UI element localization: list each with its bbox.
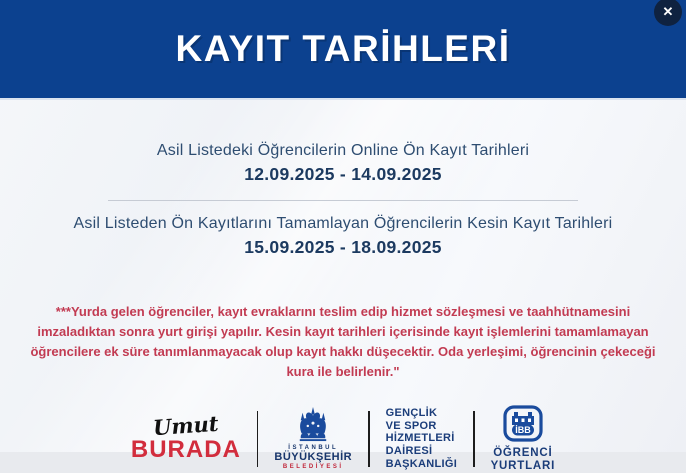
page-title: KAYIT TARİHLERİ [175,28,511,69]
genclik-line: HİZMETLERİ [385,432,455,445]
logo-ogrenci-yurtlari [491,405,556,473]
logo-umut-burada [130,411,241,464]
modal-header [0,0,686,100]
genclik-line: DAİRESİ [385,445,433,458]
ibb-tulip-emblem-icon [296,407,330,443]
ogrenci-text: ÖĞRENCİ [493,446,553,459]
umut-script-text: Umut [152,411,220,441]
footer-divider [368,411,370,467]
section-label: Asil Listedeki Öğrencilerin Online Ön Kayıt Tarihleri [156,142,530,159]
footer-divider [473,411,475,467]
ibb-buyuksehir-text: BÜYÜKŞEHİR [274,451,353,464]
ibb-dorm-badge-icon [502,405,544,445]
ibb-belediyesi-text: BELEDİYESİ [282,464,344,471]
ibb-istanbul-text: İSTANBUL [288,445,339,452]
burada-text: BURADA [130,436,241,464]
section-online-prereg [0,142,686,185]
ibb-badge-text: İBB [515,424,531,435]
section-dates: 15.09.2025 - 18.09.2025 [244,237,442,257]
genclik-line: BAŞKANLIĞI [385,457,458,470]
section-dates: 12.09.2025 - 14.09.2025 [244,164,442,184]
genclik-line: GENÇLİK [385,407,438,420]
section-final-registration [0,215,686,258]
logo-ibb-belediye [274,407,352,470]
logo-genclik-spor [386,407,457,470]
footer-logos [0,405,686,473]
warning-note: ***Yurda gelen öğrenciler, kayıt evraklarını teslim edip hizmet sözleşmesi ve taahhütnamesini imzaladıktan sonra yurt girişi yapılır. Kesin kayıt tarihleri içerisinde kayıt işlemlerini tamamlamayan öğrencilere ek süre tanımlanmayacak olup kayıt hakkı düşecektir. Oda yerleşimi, öğrencinin çekeceği kura ile belirlenir." [30,304,656,380]
close-icon: ✕ [662,4,674,19]
section-label: Asil Listeden Ön Kayıtlarını Tamamlayan Öğrencilerin Kesin Kayıt Tarihleri [73,215,613,232]
footer-divider [257,411,259,467]
genclik-line: VE SPOR [385,419,437,432]
section-divider [108,200,578,201]
dates-content [0,100,686,258]
yurtlari-text: YURTLARI [490,459,556,472]
